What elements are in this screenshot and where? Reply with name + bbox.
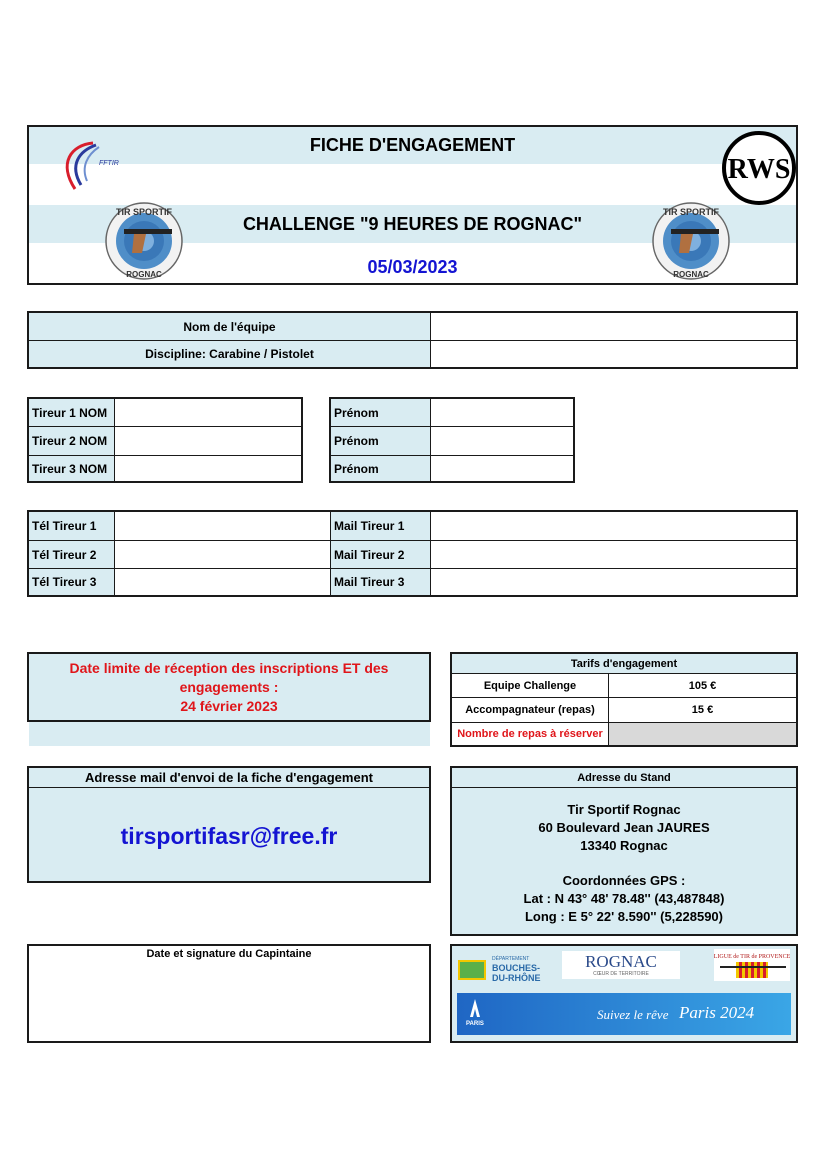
deadline-box: [27, 652, 431, 722]
gps-longitude: Long : E 5° 22' 8.590'' (5,228590): [524, 909, 723, 924]
dept-line-1: BOUCHES-: [492, 963, 541, 973]
signature-box[interactable]: [27, 944, 431, 1043]
dept-small-label: DÉPARTEMENT: [492, 956, 530, 962]
shooter-3-nom-field[interactable]: [115, 456, 301, 481]
deadline-line-2: engagements :: [179, 679, 279, 695]
shooter-1-tel-label: Tél Tireur 1: [29, 512, 115, 541]
shooter-1-prenom-label: Prénom: [331, 399, 431, 427]
header-box: [27, 125, 798, 285]
signature-title: Date et signature du Capintaine: [146, 948, 312, 960]
paris-slogan: Suivez le rêve: [597, 1007, 669, 1022]
shooter-2-prenom-field[interactable]: [431, 427, 573, 456]
deadline-footer-band: [29, 722, 430, 746]
sponsors-box: [450, 944, 798, 1043]
deadline-date: 24 février 2023: [180, 698, 278, 714]
shooter-1-nom-label: Tireur 1 NOM: [29, 399, 115, 427]
tarifs-title: Tarifs d'engagement: [452, 654, 796, 674]
svg-text:LIGUE de TIR de PROVENCE: LIGUE de TIR de PROVENCE: [714, 954, 790, 960]
discipline-label: Discipline: Carabine / Pistolet: [29, 341, 431, 367]
shooter-3-tel-field[interactable]: [115, 569, 331, 595]
rognac-logo-subtitle: CŒUR DE TERRITOIRE: [593, 971, 649, 977]
shooter-2-nom-label: Tireur 2 NOM: [29, 427, 115, 456]
form-title: FICHE D'ENGAGEMENT: [309, 135, 516, 155]
shooter-3-prenom-label: Prénom: [331, 456, 431, 481]
tarif-equipe-value: 105 €: [609, 674, 796, 698]
fftir-logo: [53, 135, 123, 195]
svg-text:ROGNAC: ROGNAC: [126, 270, 162, 279]
discipline-field[interactable]: [431, 341, 796, 367]
paris-2024-banner: [457, 993, 791, 1035]
svg-text:FFTIR: FFTIR: [99, 160, 119, 167]
contact-table: [27, 510, 798, 597]
tarif-accompagnateur-value: 15 €: [609, 698, 796, 723]
shooter-3-nom-label: Tireur 3 NOM: [29, 456, 115, 481]
tarif-accompagnateur-label: Accompagnateur (repas): [452, 698, 609, 723]
shooter-3-mail-label: Mail Tireur 3: [331, 569, 431, 595]
svg-text:TIR SPORTIF: TIR SPORTIF: [663, 207, 719, 217]
tarifs-table: [450, 652, 798, 747]
shooter-1-prenom-field[interactable]: [431, 399, 573, 427]
shooter-2-tel-field[interactable]: [115, 541, 331, 569]
stand-title: Adresse du Stand: [452, 768, 796, 788]
meals-count-label: Nombre de repas à réserver: [452, 723, 609, 745]
svg-text:TIR SPORTIF: TIR SPORTIF: [116, 207, 172, 217]
shooter-3-mail-field[interactable]: [431, 569, 796, 595]
ligue-provence-logo: [714, 949, 790, 981]
email-box-title: Adresse mail d'envoi de la fiche d'engagement: [29, 768, 429, 788]
paris-torch-icon: [469, 999, 481, 1017]
dept-line-2: DU-RHÔNE: [492, 973, 541, 983]
event-date: 05/03/2023: [367, 257, 458, 277]
challenge-title: CHALLENGE "9 HEURES DE ROGNAC": [242, 214, 583, 234]
shooter-1-mail-field[interactable]: [431, 512, 796, 541]
club-logo-left: [102, 199, 186, 283]
team-table: [27, 311, 798, 369]
rognac-logo: [562, 951, 680, 979]
stand-name: Tir Sportif Rognac: [567, 802, 681, 817]
shooter-2-mail-label: Mail Tireur 2: [331, 541, 431, 569]
meals-count-field[interactable]: [609, 723, 796, 745]
rws-logo: [721, 130, 797, 206]
svg-text:ROGNAC: ROGNAC: [673, 270, 709, 279]
dept-emblem-icon: [458, 960, 486, 980]
paris-year: Paris 2024: [679, 1003, 755, 1022]
shooter-1-mail-label: Mail Tireur 1: [331, 512, 431, 541]
bouches-du-rhone-logo: [458, 956, 553, 984]
club-logo-right: [649, 199, 733, 283]
shooter-2-tel-label: Tél Tireur 2: [29, 541, 115, 569]
gps-title: Coordonnées GPS :: [562, 873, 686, 888]
contact-email[interactable]: tirsportifasr@free.fr: [120, 823, 338, 849]
shooter-2-nom-field[interactable]: [115, 427, 301, 456]
team-name-field[interactable]: [431, 313, 796, 341]
shooter-2-prenom-label: Prénom: [331, 427, 431, 456]
gps-latitude: Lat : N 43° 48' 78.48'' (43,487848): [523, 891, 725, 906]
shooter-3-tel-label: Tél Tireur 3: [29, 569, 115, 595]
shooter-firstnames-table: [329, 397, 575, 483]
stand-city: 13340 Rognac: [580, 838, 668, 853]
tarif-equipe-label: Equipe Challenge: [452, 674, 609, 698]
shooter-1-nom-field[interactable]: [115, 399, 301, 427]
shooter-2-mail-field[interactable]: [431, 541, 796, 569]
stand-street: 60 Boulevard Jean JAURES: [538, 820, 710, 835]
paris-label: PARIS: [466, 1021, 484, 1027]
email-box: [27, 766, 431, 883]
stand-box: [450, 766, 798, 936]
deadline-line-1: Date limite de réception des inscriptions ET des: [69, 660, 389, 676]
team-name-label: Nom de l'équipe: [29, 313, 431, 341]
svg-text:RWS: RWS: [727, 154, 791, 185]
shooter-names-table: [27, 397, 303, 483]
shooter-1-tel-field[interactable]: [115, 512, 331, 541]
shooter-3-prenom-field[interactable]: [431, 456, 573, 481]
rognac-logo-name: ROGNAC: [585, 952, 657, 971]
